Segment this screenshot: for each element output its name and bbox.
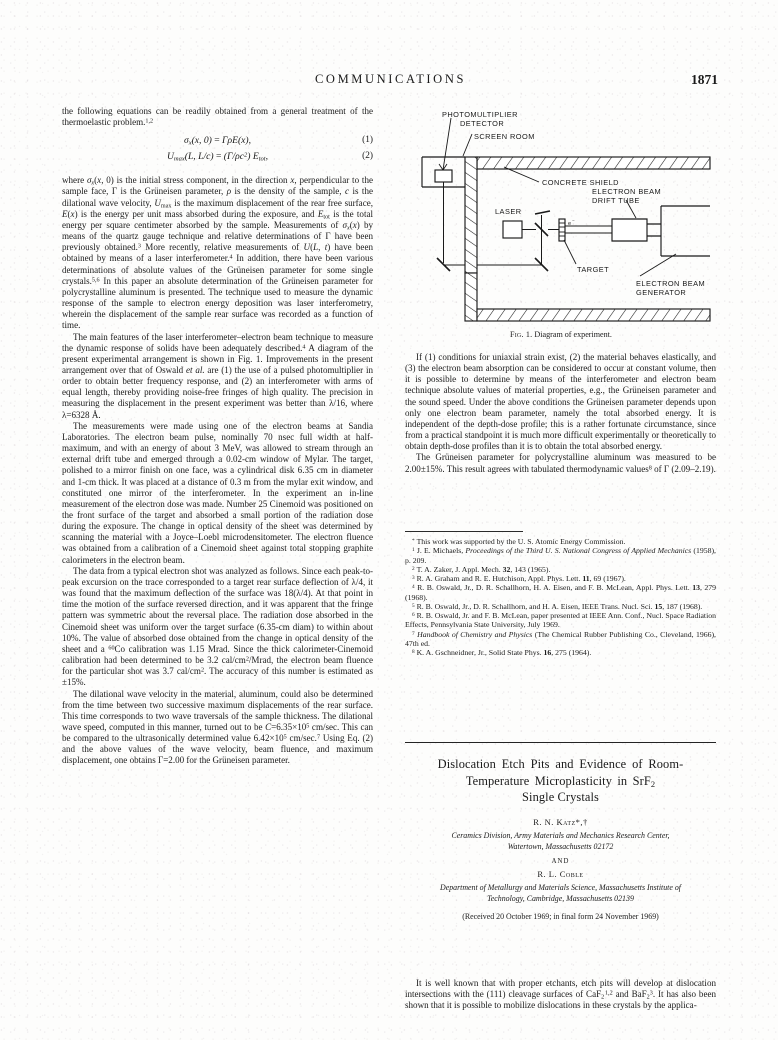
equation-1-row bbox=[62, 135, 373, 151]
article-separator-rule bbox=[405, 742, 716, 743]
reference-3: $^3$ R. A. Graham and R. E. Hutchison, Appl. Phys. Lett. 11, 69 (1967). bbox=[412, 574, 626, 583]
article-2-affiliation-1 bbox=[405, 830, 716, 852]
figure-caption-text: Diagram of experiment. bbox=[534, 330, 612, 339]
footnote-ref-1-2: 1,2 bbox=[145, 118, 154, 125]
paragraph-data-analysis: The data from a typical electron shot was analyzed as follows. Since each peak-to-peak excursion on the trace corresponded to a target rear surface deflection of λ/4, it was found that the maximum deflection of the surface was 18(λ/4). At that point in time the motion of the surface reversed direction, and it was apparent that the fringe pattern was symmetric about the reversal place. The radiation dose absorbed in the Cinemoid sheet was uniform over the target surface (6.35-cm diam) to within about 10%. The value of absorbed dose obtained from the change in optical density of the sheet and a $^{60}$Co calibration was 1.15 Mrad. Since the thick calorimeter-Cinemoid calibration had been determined to be 3.2 cal/$cm^2$/Mrad, the electron beam fluence for the particular shot was 3.7 cal/$cm^2$. The accuracy of this number is estimated as ±15%. bbox=[62, 565, 374, 688]
paragraph-main-features: The main features of the laser interferometer–electron beam technique to measure the dynamic response of solids have been adequately described.$^4$ A diagram of the present experimental arrangement is shown in Fig. 1. Improvements in the present arrangement over that of Oswald et al. are (1) the use of a pulsed photomultiplier in order to obtain better frequency response, and (2) an interferometer with arms of equal length, thereby providing noise-free fringes of high quality. The precision in measuring the displacement in the present experiment was better than λ/16, where λ=6328 Å. bbox=[62, 331, 373, 420]
article-2-title-subscript: 2 bbox=[650, 778, 656, 789]
reference-list bbox=[405, 537, 716, 657]
article-2-title-line-2-text: Temperature Microplasticity in SrF bbox=[465, 773, 651, 788]
affiliation-2-line-1: Department of Metallurgy and Materials Science, Massachusetts Institute of bbox=[440, 882, 681, 892]
figure-label-concrete-shield: CONCRETE SHIELD bbox=[542, 178, 619, 187]
figure-label-screen-room: SCREEN ROOM bbox=[474, 132, 535, 141]
equation-2-number: (2) bbox=[362, 151, 373, 162]
equation-1-number: (1) bbox=[362, 135, 373, 146]
figure-caption-label: Fig. 1. bbox=[510, 330, 533, 339]
affiliation-1-line-2: Watertown, Massachusetts 02172 bbox=[507, 841, 614, 851]
paragraph-measurements: The measurements were made using one of the electron beams at Sandia Laboratories. The electron beam pulse, nominally 70 nsec full width at half-maximum, and with an energy of about 3 MeV, was allowed to stream through an external drift tube and emerged through a 0.02-cm window of Mylar. The target, polished to a mirror finish on one face, was a cylindrical disk 6.35 cm in diameter and 1-cm thick. It was placed at a distance of 0.3 m from the mylar exit window, and constituted one mirror of the interferometer. In the experiment an in-line measurement of the electron dose was made. Number 25 Cinemoid was positioned on the front surface of the target and absorbed a small portion of the radiation dose during the exposure. The change in optical density of the sheet was determined by scanning the material with a Joyce–Loebl microdensitometer. The electron fluence was obtained from a calibration of a Cinemoid sheet against total stopping graphite calorimeters in the electron beam. bbox=[62, 420, 373, 565]
left-column bbox=[62, 106, 373, 767]
article-2-title-line-2 bbox=[405, 773, 716, 790]
equation-2-row bbox=[62, 151, 373, 167]
page-number: 1871 bbox=[691, 72, 718, 87]
right-column bbox=[405, 352, 716, 475]
reference-2: $^2$ T. A. Zaker, J. Appl. Mech. 32, 143 (1965). bbox=[412, 564, 551, 574]
figure-label-detector: DETECTOR bbox=[460, 119, 505, 128]
article-2-affiliation-2 bbox=[405, 882, 716, 904]
paragraph-result: The Grüneisen parameter for polycrystalline aluminum was measured to be 2.00±15%. This result agrees with tabulated thermodynamic values$^8$ of Γ (2.09–2.19). bbox=[405, 452, 716, 474]
article-2-author-1: R. N. Katz*,† bbox=[533, 816, 588, 827]
running-head-title: COMMUNICATIONS bbox=[315, 72, 466, 86]
figure-label-electron-beam: ELECTRON BEAM bbox=[592, 187, 662, 196]
article-2-author-2: R. L. Coble bbox=[537, 868, 584, 879]
figure-label-drift-tube: DRIFT TUBE bbox=[592, 196, 640, 205]
affiliation-2-line-2: Technology, Cambridge, Massachusetts 02139 bbox=[487, 893, 634, 903]
reference-7: $^7$ Handbook of Chemistry and Physics (The Chemical Rubber Publishing Co., Cleveland, 1966), 47th ed. bbox=[405, 629, 716, 648]
figure-label-laser: LASER bbox=[495, 207, 522, 216]
article-2-paragraph-1: It is well known that with proper etchants, etch pits will develop at dislocation intersections with the (111) cleavage surfaces of CaF$_2$ $^{1,2}$ and BaF$_2^3$. It has also been shown that it is possible to mobilize dislocations in these crystals by the applica- bbox=[405, 978, 717, 1011]
paragraph-conditions: If (1) conditions for uniaxial strain exist, (2) the material behaves elastically, and (3) the electron beam absorption can be considered to occur at constant volume, then it is possible to determine by means of the interferometer and electron beam technique absolute values of material properties, e.g., the Grüneisen parameter and the sound speed. Under the above conditions the Grüneisen parameter depends upon only one electron beam parameter, namely the total absorbed energy. It is independent of the depth-dose profile; this is a rather fortunate circumstance, since from a practical standpoint it is much more difficult experimentally or theoretically to obtain depth-dose profiles than it is to obtain the total absorbed energy. bbox=[405, 352, 716, 452]
article-2-title-line-3: Single Crystals bbox=[522, 790, 599, 804]
article-2-body bbox=[405, 978, 716, 1011]
figure-label-photomultiplier: PHOTOMULTIPLIER bbox=[442, 110, 518, 119]
article-2-title bbox=[405, 756, 716, 806]
figure-label-electron: e bbox=[568, 221, 572, 227]
reference-4: $^4$ R. B. Oswald, Jr., D. R. Schallhorn, H. A. Eisen, and F. B. McLean, Appl. Phys. Lett. 13, 279 (1968). bbox=[405, 583, 716, 602]
reference-8: $^8$ K. A. Gschneidner, Jr., Solid State Phys. 16, 275 (1964). bbox=[412, 648, 592, 657]
footnote-asterisk: * This work was supported by the U. S. Atomic Energy Commission. bbox=[412, 537, 626, 546]
figure-1-diagram bbox=[404, 108, 718, 344]
p1-line1: the following equations can be readily obtained from a general bbox=[62, 106, 308, 116]
equation-2-body: $U_{max}(L$, $L/c) = (\Gamma/\rho c^2)$ $E_{tot}$, bbox=[166, 151, 269, 163]
paragraph-definitions: where $\sigma_x(x$, 0) is the initial stress component, in the direction x, perpendicular to the sample face, Γ is the Grüneisen parameter, ρ is the density of the sample, c is the dilational wave velocity, $U_{max}$ is the maximum displacement of the rear free surface, E(x) is the energy per unit mass absorbed during the exposure, and $E_{tot}$ is the total energy per square centimeter absorbed by the sample. Measurements of $\sigma_x(x)$ by means of the quartz gauge technique and relative determinations of Γ have been previously obtained.$^3$ More recently, relative measurements of U(L, t) have been obtained by means of a laser interferometer.$^4$ In addition, there have been various determinations of absolute values of the Grüneisen parameter for some single crystals.$^{5,6}$ In this paper an absolute determination of the Grüneisen parameter for polycrystalline aluminum is presented. The technique used to measure the dynamic response of the sample to electron energy deposition was laser interferometry, wherein the displacement of the sample rear surface was recorded as a function of time. bbox=[62, 175, 374, 331]
equation-block bbox=[62, 135, 373, 167]
paragraph-continuation bbox=[62, 106, 373, 128]
figure-label-generator: GENERATOR bbox=[636, 288, 687, 297]
figure-label-electron-charge: − bbox=[572, 218, 575, 223]
figure-label-target: TARGET bbox=[577, 265, 610, 274]
figure-1-caption bbox=[404, 330, 718, 339]
figure-label-electron-beam-gen: ELECTRON BEAM bbox=[636, 279, 706, 288]
reference-6: $^6$ R. B. Oswald, Jr. and F. B. McLean, paper presented at IEEE Ann. Conf., Nucl. Space Radiation Effects, Pennsylvania State University, July 1969. bbox=[405, 611, 716, 630]
equation-1-body: $\sigma_x(x$, 0) = ΓρE(x), bbox=[183, 135, 252, 147]
paragraph-dilational-wave: The dilational wave velocity in the material, aluminum, could also be determined from the time between two successive maximum displacements of the rear surface. This time corresponds to two wave traversals of the sample thickness. The dilational wave speed, computed in this manner, turned out to be $C=6.35\times 10^5$ cm/sec. This can be compared to the ultrasonically determined value $6.42\times 10^5$ cm/sec.$^7$ Using Eq. (2) and the above values of the wave velocity, beam fluence, and maximum displacement, one obtains Γ=2.00 for the Grüneisen parameter. bbox=[62, 688, 374, 766]
running-head bbox=[60, 72, 718, 92]
article-2-and-word: AND bbox=[551, 857, 570, 865]
article-2-received-date: (Received 20 October 1969; in final form 24 November 1969) bbox=[462, 911, 659, 921]
reference-5: $^5$ R. B. Oswald, Jr., D. R. Schallhorn, and H. A. Eisen, IEEE Trans. Nucl. Sci. 15, 187 (1968). bbox=[412, 601, 703, 611]
article-2-header bbox=[405, 756, 716, 921]
footnote-rule bbox=[405, 531, 523, 532]
article-2-title-line-1: Dislocation Etch Pits and Evidence of Room- bbox=[437, 757, 684, 771]
affiliation-1-line-1: Ceramics Division, Army Materials and Mechanics Research Center, bbox=[451, 830, 670, 840]
p1-line2: treatment of the thermoelastic problem. bbox=[62, 106, 373, 128]
reference-1: $^1$ J. E. Michaels, Proceedings of the Third U. S. National Congress of Applied Mechanics (1958), p. 209. bbox=[405, 546, 716, 565]
